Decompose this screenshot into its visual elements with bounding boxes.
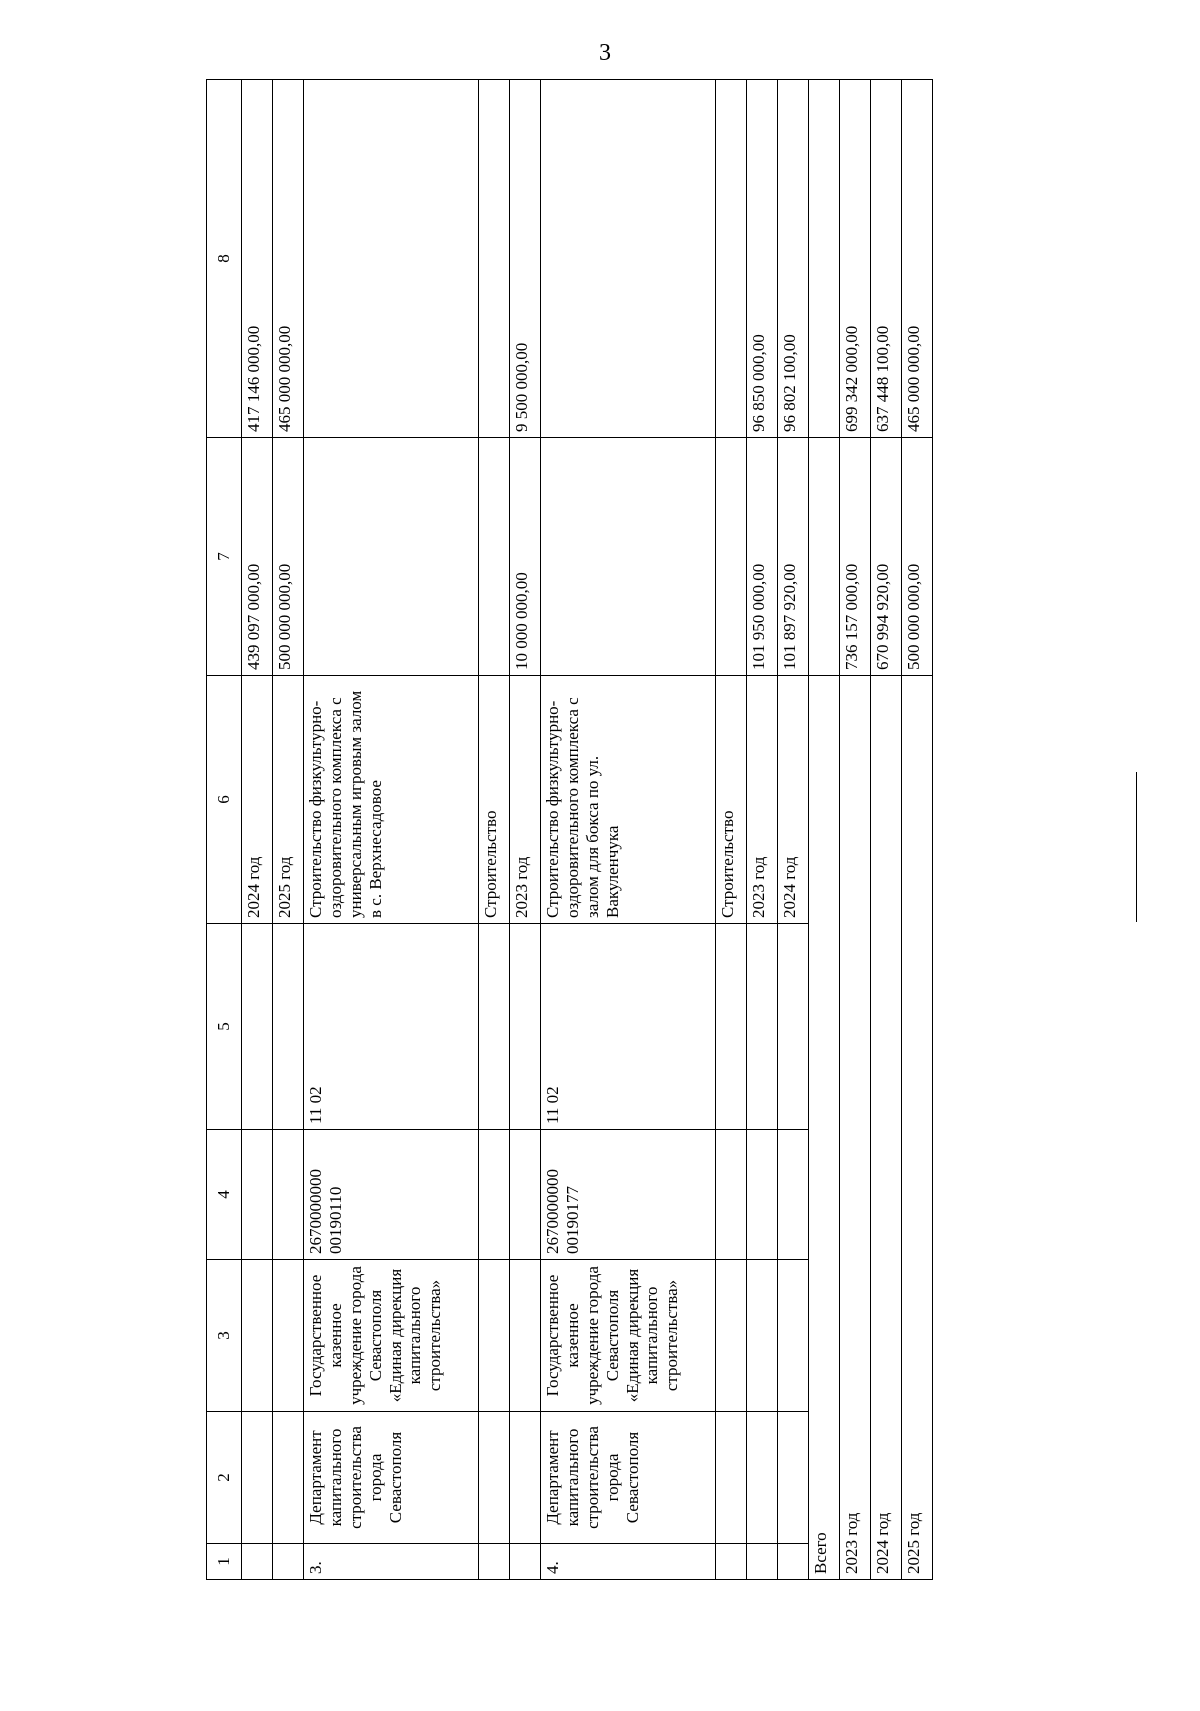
cell-amount-8: 9 500 000,00	[510, 80, 541, 438]
page-number: 3	[599, 40, 611, 66]
totals-year: 2025 год	[902, 676, 933, 1580]
cell-institution	[716, 1260, 747, 1412]
totals-year: 2023 год	[840, 676, 871, 1580]
table-row-item-3	[304, 80, 479, 1580]
cell-num	[273, 1544, 304, 1580]
rotated-table-wrapper	[206, 80, 1074, 1580]
cell-amount-8	[479, 80, 510, 438]
cell-department	[510, 1412, 541, 1544]
cell-description: Строительство физкультурно-оздоровительного комплекса с универсальным игровым залом в с. Верхнесадовое	[304, 676, 479, 924]
table-row	[479, 80, 510, 1580]
cell-section	[273, 924, 304, 1130]
totals-amount-8: 465 000 000,00	[902, 80, 933, 438]
totals-amount-8: 637 448 100,00	[871, 80, 902, 438]
cell-code	[479, 1130, 510, 1260]
cell-section	[747, 924, 778, 1130]
rotated-table-container	[206, 80, 1074, 1580]
cell-section	[778, 924, 809, 1130]
cell-description: Строительство	[716, 676, 747, 924]
cell-num	[479, 1544, 510, 1580]
cell-amount-8	[809, 80, 840, 438]
cell-code	[747, 1130, 778, 1260]
cell-amount-7	[541, 438, 716, 676]
cell-institution	[242, 1260, 273, 1412]
cell-department	[242, 1412, 273, 1544]
cell-institution	[778, 1260, 809, 1412]
header-row	[207, 80, 242, 1580]
cell-num	[510, 1544, 541, 1580]
budget-table	[206, 79, 933, 1580]
cell-section	[479, 924, 510, 1130]
cell-department: Департамент капитального строительства города Севастополя	[541, 1412, 716, 1544]
cell-amount-8	[304, 80, 479, 438]
header-col-8: 8	[207, 80, 242, 438]
totals-amount-7: 670 994 920,00	[871, 438, 902, 676]
cell-code	[242, 1130, 273, 1260]
cell-amount-8	[716, 80, 747, 438]
totals-label: Всего	[809, 676, 840, 1580]
cell-institution	[510, 1260, 541, 1412]
cell-section	[242, 924, 273, 1130]
cell-code	[716, 1130, 747, 1260]
cell-amount-7	[304, 438, 479, 676]
totals-label-row	[809, 80, 840, 1580]
cell-code: 2670000000 00190177	[541, 1130, 716, 1260]
cell-amount-8: 465 000 000,00	[273, 80, 304, 438]
cell-section	[510, 924, 541, 1130]
totals-row	[871, 80, 902, 1580]
table-row-item-4	[541, 80, 716, 1580]
cell-num	[747, 1544, 778, 1580]
cell-amount-7: 439 097 000,00	[242, 438, 273, 676]
cell-department	[747, 1412, 778, 1544]
cell-code: 2670000000 00190110	[304, 1130, 479, 1260]
table-row	[778, 80, 809, 1580]
cell-amount-8: 96 850 000,00	[747, 80, 778, 438]
cell-amount-7	[809, 438, 840, 676]
cell-section: 11 02	[541, 924, 716, 1130]
cell-amount-8	[541, 80, 716, 438]
cell-institution	[273, 1260, 304, 1412]
table-row	[510, 80, 541, 1580]
totals-amount-8: 699 342 000,00	[840, 80, 871, 438]
header-col-5: 5	[207, 924, 242, 1130]
cell-num	[716, 1544, 747, 1580]
table-row	[747, 80, 778, 1580]
totals-year: 2024 год	[871, 676, 902, 1580]
cell-num	[242, 1544, 273, 1580]
header-col-2: 2	[207, 1412, 242, 1544]
totals-amount-7: 736 157 000,00	[840, 438, 871, 676]
header-col-6: 6	[207, 676, 242, 924]
cell-description: 2025 год	[273, 676, 304, 924]
cell-description: Строительство	[479, 676, 510, 924]
cell-amount-8: 417 146 000,00	[242, 80, 273, 438]
cell-code	[273, 1130, 304, 1260]
totals-row	[902, 80, 933, 1580]
cell-description: 2024 год	[778, 676, 809, 924]
cell-amount-7	[479, 438, 510, 676]
header-col-7: 7	[207, 438, 242, 676]
cell-amount-8: 96 802 100,00	[778, 80, 809, 438]
cell-description: 2024 год	[242, 676, 273, 924]
signature-line	[1136, 772, 1137, 922]
table-row	[716, 80, 747, 1580]
cell-section	[716, 924, 747, 1130]
header-col-4: 4	[207, 1130, 242, 1260]
cell-amount-7	[716, 438, 747, 676]
cell-amount-7: 101 897 920,00	[778, 438, 809, 676]
cell-code	[778, 1130, 809, 1260]
cell-institution: Государственное казенное учреждение города Севастополя «Единая дирекция капитального строительства»	[304, 1260, 479, 1412]
cell-department	[778, 1412, 809, 1544]
totals-amount-7: 500 000 000,00	[902, 438, 933, 676]
cell-department	[716, 1412, 747, 1544]
cell-num	[778, 1544, 809, 1580]
cell-department	[273, 1412, 304, 1544]
cell-section: 11 02	[304, 924, 479, 1130]
cell-department: Департамент капитального строительства города Севастополя	[304, 1412, 479, 1544]
cell-institution: Государственное казенное учреждение города Севастополя «Единая дирекция капитального строительства»	[541, 1260, 716, 1412]
cell-department	[479, 1412, 510, 1544]
cell-amount-7: 500 000 000,00	[273, 438, 304, 676]
cell-description: 2023 год	[747, 676, 778, 924]
cell-num: 3.	[304, 1544, 479, 1580]
header-col-3: 3	[207, 1260, 242, 1412]
cell-amount-7: 10 000 000,00	[510, 438, 541, 676]
cell-amount-7: 101 950 000,00	[747, 438, 778, 676]
cell-institution	[479, 1260, 510, 1412]
totals-row	[840, 80, 871, 1580]
header-col-1: 1	[207, 1544, 242, 1580]
cell-code	[510, 1130, 541, 1260]
table-row	[273, 80, 304, 1580]
cell-description: Строительство физкультурно-оздоровительного комплекса с залом для бокса по ул. Вакуленчука	[541, 676, 716, 924]
cell-institution	[747, 1260, 778, 1412]
table-row	[242, 80, 273, 1580]
cell-description: 2023 год	[510, 676, 541, 924]
cell-num: 4.	[541, 1544, 716, 1580]
